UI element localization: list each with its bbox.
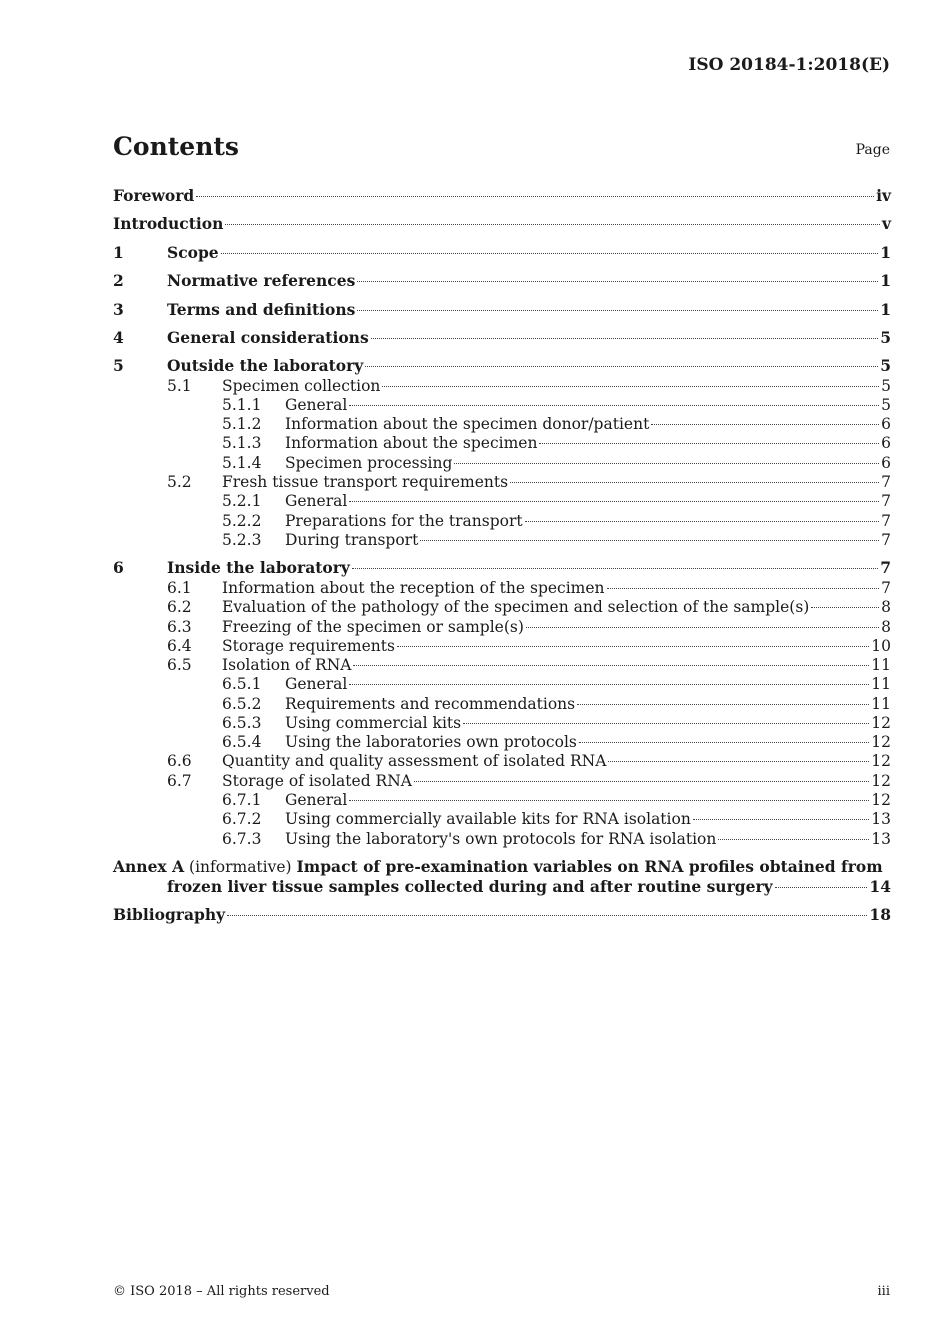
toc-entry-page: 7 (881, 492, 891, 510)
toc-entry-title: Isolation of RNA (222, 656, 352, 674)
toc-entry-page: 10 (871, 637, 891, 655)
toc-entry[interactable] (113, 453, 891, 473)
toc-entry-title: Information about the specimen (285, 434, 538, 452)
toc-entry-title: Evaluation of the pathology of the specimen and selection of the sample(s) (222, 598, 810, 616)
toc-entry-page: 8 (881, 618, 891, 636)
toc-entry-title: Information about the specimen donor/patient (285, 415, 650, 433)
toc-entry-page: 6 (881, 415, 891, 433)
dot-leader (579, 742, 869, 743)
dot-leader (454, 463, 879, 464)
toc-entry-title: General considerations (167, 328, 369, 347)
dot-leader (414, 781, 869, 782)
toc-entry-title: Freezing of the specimen or sample(s) (222, 618, 524, 636)
toc-entry-page: 12 (871, 791, 891, 809)
toc-entry-page: iv (876, 186, 891, 205)
toc-entry-title: Foreword (113, 186, 195, 205)
toc-entry[interactable] (113, 771, 891, 791)
toc-entry-title: Inside the laboratory (167, 558, 350, 577)
dot-leader (811, 607, 879, 608)
toc-entry-page: 7 (881, 579, 891, 597)
toc-entry-title: Specimen collection (222, 377, 381, 395)
dot-leader (608, 761, 869, 762)
toc-entry-title: General (285, 675, 348, 693)
dot-leader (349, 800, 869, 801)
toc-entry-number: 4 (113, 328, 124, 347)
bibliography-page: 18 (869, 905, 891, 924)
toc-entry-page: 6 (881, 434, 891, 452)
toc-entry-page: 12 (871, 752, 891, 770)
toc-entry-title: Using commercial kits (285, 714, 462, 732)
toc-entry-number: 6.2 (167, 598, 192, 616)
toc-entry[interactable] (113, 300, 891, 320)
toc-entry-title: Fresh tissue transport requirements (222, 473, 509, 491)
toc-entry[interactable] (113, 491, 891, 511)
toc-entry-number: 6.7 (167, 772, 192, 790)
toc-entry-page: 7 (881, 531, 891, 549)
dot-leader (775, 887, 868, 888)
toc-entry-page: 5 (881, 377, 891, 395)
toc-entry[interactable] (113, 376, 891, 396)
toc-entry[interactable] (113, 809, 891, 829)
dot-leader (227, 915, 867, 916)
toc-entry[interactable] (113, 433, 891, 453)
dot-leader (349, 684, 869, 685)
toc-entry[interactable] (113, 829, 891, 849)
toc-entry-page: 5 (881, 396, 891, 414)
toc-entry-page: 1 (880, 300, 891, 319)
toc-entry-number: 6.1 (167, 579, 192, 597)
toc-entry[interactable] (113, 751, 891, 771)
dot-leader (607, 588, 880, 589)
toc-entry-title: Quantity and quality assessment of isolated RNA (222, 752, 607, 770)
toc-entry[interactable] (113, 732, 891, 752)
annex-label: Annex A (113, 857, 185, 876)
toc-entry-bibliography[interactable] (113, 905, 891, 925)
dot-leader (349, 501, 879, 502)
dot-leader (225, 224, 880, 225)
toc-entry-number: 5.2.1 (222, 492, 262, 510)
toc-entry-title: Specimen processing (285, 454, 453, 472)
toc-entry-number: 5.1.1 (222, 396, 262, 414)
annex-line-2 (113, 877, 891, 896)
toc-entry-title: Requirements and recommendations (285, 695, 576, 713)
toc-entry-title: Using the laboratories own protocols (285, 733, 577, 751)
toc-entry-number: 5.1.2 (222, 415, 262, 433)
document-code: ISO 20184-1:2018(E) (688, 55, 890, 75)
toc-entry-title: Using the laboratory's own protocols for RNA isolation (285, 830, 717, 848)
toc-entry-page: v (881, 214, 891, 233)
toc-entry[interactable] (113, 636, 891, 656)
toc-entry[interactable] (113, 472, 891, 492)
toc-entry-number: 2 (113, 271, 124, 290)
toc-entry[interactable] (113, 511, 891, 531)
toc-entry[interactable] (113, 328, 891, 348)
toc-entry-page: 11 (871, 695, 891, 713)
toc-entry-title: Outside the laboratory (167, 356, 364, 375)
toc-entry-number: 6.4 (167, 637, 192, 655)
toc-entry-page: 8 (881, 598, 891, 616)
dot-leader (382, 386, 879, 387)
dot-leader (365, 366, 878, 367)
toc-entry[interactable] (113, 414, 891, 434)
toc-entry-page: 11 (871, 656, 891, 674)
toc-entry-number: 6.7.1 (222, 791, 262, 809)
toc-entry-number: 6.5.3 (222, 714, 262, 732)
toc-entry[interactable] (113, 214, 891, 234)
toc-entry[interactable] (113, 617, 891, 637)
copyright-notice: © ISO 2018 – All rights reserved (113, 1284, 330, 1299)
toc-entry-page: 7 (881, 512, 891, 530)
toc-entry[interactable] (113, 578, 891, 598)
dot-leader (651, 424, 879, 425)
toc-entry-page: 13 (871, 830, 891, 848)
toc-entry-page: 12 (871, 733, 891, 751)
contents-title: Contents (113, 132, 240, 161)
toc-entry-number: 6.5.1 (222, 675, 262, 693)
toc-entry[interactable] (113, 356, 891, 376)
toc-entry-number: 6.5.4 (222, 733, 262, 751)
dot-leader (357, 310, 878, 311)
toc-entry[interactable] (113, 694, 891, 714)
toc-entry-page: 5 (880, 356, 891, 375)
toc-entry[interactable] (113, 558, 891, 578)
annex-title-line-2: frozen liver tissue samples collected during and after routine surgery (167, 877, 773, 896)
toc-entry-page: 11 (871, 675, 891, 693)
toc-entry-page: 1 (880, 243, 891, 262)
bibliography-title: Bibliography (113, 905, 226, 924)
toc-entry-number: 3 (113, 300, 124, 319)
toc-entry-number: 6.7.3 (222, 830, 262, 848)
toc-entry-page: 12 (871, 714, 891, 732)
toc-entry[interactable] (113, 186, 891, 206)
toc-entry-title: Preparations for the transport (285, 512, 523, 530)
dot-leader (352, 568, 878, 569)
dot-leader (525, 521, 879, 522)
toc-entry-annex-a[interactable] (113, 857, 891, 896)
toc-entry-number: 5.1.3 (222, 434, 262, 452)
toc-entry-number: 6.5.2 (222, 695, 262, 713)
dot-leader (371, 338, 879, 339)
toc-entry-title: During transport (285, 531, 419, 549)
toc-entry-title: Storage of isolated RNA (222, 772, 412, 790)
dot-leader (420, 540, 879, 541)
toc-entry[interactable] (113, 790, 891, 810)
toc-entry-number: 5.2 (167, 473, 192, 491)
toc-entry-title: General (285, 791, 348, 809)
toc-entry-title: Information about the reception of the specimen (222, 579, 605, 597)
toc-entry-title: Normative references (167, 271, 356, 290)
annex-title-line-1: Impact of pre-examination variables on RNA profiles obtained from (296, 857, 883, 876)
dot-leader (526, 627, 879, 628)
dot-leader (510, 482, 879, 483)
annex-page: 14 (869, 877, 891, 896)
toc-entry-title: Terms and definitions (167, 300, 356, 319)
toc-entry-page: 5 (880, 328, 891, 347)
page-column-label: Page (855, 142, 890, 158)
toc-entry-number: 5.2.2 (222, 512, 262, 530)
dot-leader (718, 839, 869, 840)
dot-leader (693, 819, 869, 820)
toc-entry-number: 6.6 (167, 752, 192, 770)
annex-line-1 (113, 857, 891, 877)
toc-entry-title: General (285, 396, 348, 414)
toc-entry[interactable] (113, 597, 891, 617)
toc-entry[interactable] (113, 655, 891, 675)
toc-entry[interactable] (113, 713, 891, 733)
toc-entry-title: Using commercially available kits for RNA isolation (285, 810, 691, 828)
toc-entry-title: Scope (167, 243, 219, 262)
toc-entry-number: 5.2.3 (222, 531, 262, 549)
page-number: iii (877, 1284, 890, 1299)
dot-leader (349, 405, 879, 406)
toc-entry-page: 1 (880, 271, 891, 290)
toc-entry-number: 6 (113, 558, 124, 577)
toc-entry-page: 6 (881, 454, 891, 472)
toc-entry-page: 13 (871, 810, 891, 828)
toc-entry-title: Storage requirements (222, 637, 395, 655)
toc-entry-number: 5.1 (167, 377, 192, 395)
dot-leader (539, 443, 879, 444)
toc-entry-number: 6.3 (167, 618, 192, 636)
toc-entry-number: 5 (113, 356, 124, 375)
toc-entry-number: 1 (113, 243, 124, 262)
toc-entry-title: General (285, 492, 348, 510)
dot-leader (357, 281, 878, 282)
toc-entry[interactable] (113, 674, 891, 694)
dot-leader (397, 646, 869, 647)
toc-entry-number: 6.7.2 (222, 810, 262, 828)
toc-entry[interactable] (113, 530, 891, 550)
toc-entry[interactable] (113, 243, 891, 263)
dot-leader (353, 665, 869, 666)
toc-entry-page: 7 (880, 558, 891, 577)
dot-leader (577, 704, 869, 705)
dot-leader (196, 196, 874, 197)
toc-entry-number: 6.5 (167, 656, 192, 674)
toc-entry[interactable] (113, 395, 891, 415)
toc-entry-page: 7 (881, 473, 891, 491)
annex-qualifier: (informative) (189, 858, 292, 876)
toc-entry[interactable] (113, 271, 891, 291)
dot-leader (463, 723, 869, 724)
toc-entry-page: 12 (871, 772, 891, 790)
toc-entry-title: Introduction (113, 214, 224, 233)
dot-leader (221, 253, 879, 254)
toc-entry-number: 5.1.4 (222, 454, 262, 472)
